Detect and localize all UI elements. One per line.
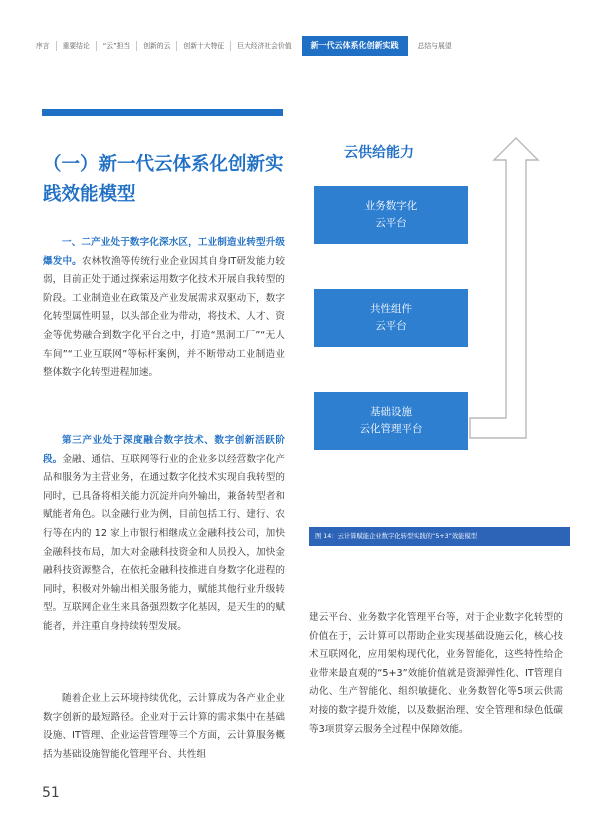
nav-item-summary[interactable]: 总结与展望 [417, 42, 452, 50]
upward-arrow-icon [470, 138, 540, 458]
paragraph-text: 金融、通信、互联网等行业的企业多以经营数字化产品和服务为主营业务，在通过数字化技术实现自我转型的同时，已具备将相关能力沉淀并向外输出，兼备转型者和赋能者角色。以金融行业为例，目前包括工行、建行、农行等在内的 12 家上市银行相继成立金融科技公司，加快金融科技布局，加大对金融科技资金和人员投入，加快金融科技资源整合，在依托金融科技推进自身数字化进程的同时，积极对外输出相关服务能力，赋能其他行业升级转型。互联网企业生来具备强烈数字化基因，是天生的的赋能者，并注重自身持续转型发展。 [43, 453, 286, 632]
nav-item-ten-features[interactable]: 创新十大特征 [183, 42, 225, 50]
page-number: 51 [42, 785, 60, 801]
nav-item-economic-value[interactable]: 巨大经济社会价值 [237, 42, 292, 50]
top-nav [30, 36, 570, 56]
paragraph-highlight: 第三产业处于深度融合数字技术、数字创新活跃阶段。 [43, 435, 285, 465]
diagram-title: 云供给能力 [344, 145, 414, 161]
paragraph-cloud-path: 随着企业上云环境持续优化，云计算成为各产业企业数字创新的最短路径。企业对于云计算的需求集中在基础设施、IT管理、企业运营管理等三个方面，云计算服务概括为基础设施智能化管理平台、共性组 [43, 693, 285, 760]
nav-item-key-conclusions[interactable]: 重要结论 [62, 42, 90, 50]
diagram-box-line: 业务数字化 [364, 200, 418, 212]
nav-item-preface[interactable]: 序言 [36, 42, 50, 50]
section-title: （一）新一代云体系化创新实践效能模型 [43, 154, 284, 205]
diagram-box-common-components-platform [314, 289, 468, 347]
nav-item-innovation-practice[interactable]: 新一代云体系化创新实践 [302, 36, 408, 56]
nav-item-cloud-role[interactable]: “云”担当 [102, 42, 131, 50]
diagram-box-line: 基础设施 [370, 406, 412, 418]
figure-caption: 图 14：云计算赋能企业数字化转型实践的“5+3”效能模型 [309, 527, 570, 546]
diagram-box-line: 共性组件 [370, 303, 412, 315]
section-accent-bar [42, 109, 283, 116]
diagram-box-infrastructure-platform [314, 392, 468, 450]
nav-item-innovative-cloud[interactable]: 创新的云 [143, 42, 171, 50]
paragraph-primary-secondary-industry [43, 234, 285, 383]
paragraph-cloud-value: 建云平台、业务数字化管理平台等，对于企业数字化转型的价值在于，云计算可以帮助企业实现基础设施云化，核心技术互联网化，应用架构现代化，业务智能化，这些特性给企业带来最直观的“5+3”效能价值就是资源弹性化、IT管理自动化、生产智能化、组织敏捷化、业务数智化等5项云供需对接的数字提升效能，以及数据治理、安全管理和绿色低碳等3项贯穿云服务全过程中保障效能。 [309, 612, 563, 735]
diagram-box-line: 云化管理平台 [359, 423, 423, 435]
diagram-box-business-digital-platform [314, 186, 468, 244]
paragraph-tertiary-industry [43, 432, 285, 637]
paragraph-highlight: 一、二产业处于数字化深水区，工业制造业转型升级爆发中。 [43, 237, 285, 267]
diagram-box-line: 云平台 [375, 217, 407, 229]
paragraph-text: 农林牧渔等传统行业企业因其自身IT研发能力较弱，目前正处于通过探索运用数字化技术开展自我转型的阶段。工业制造业在政策及产业发展需求双驱动下，数字化转型属性明显，以头部企业为带动，将技术、人才、资金等优势融合到数字化平台之中，打造“黑洞工厂”“无人车间”“工业互联网”等标杆案例，并不断带动工业制造业整体数字化转型进程加速。 [43, 255, 285, 379]
diagram-box-line: 云平台 [375, 320, 407, 332]
